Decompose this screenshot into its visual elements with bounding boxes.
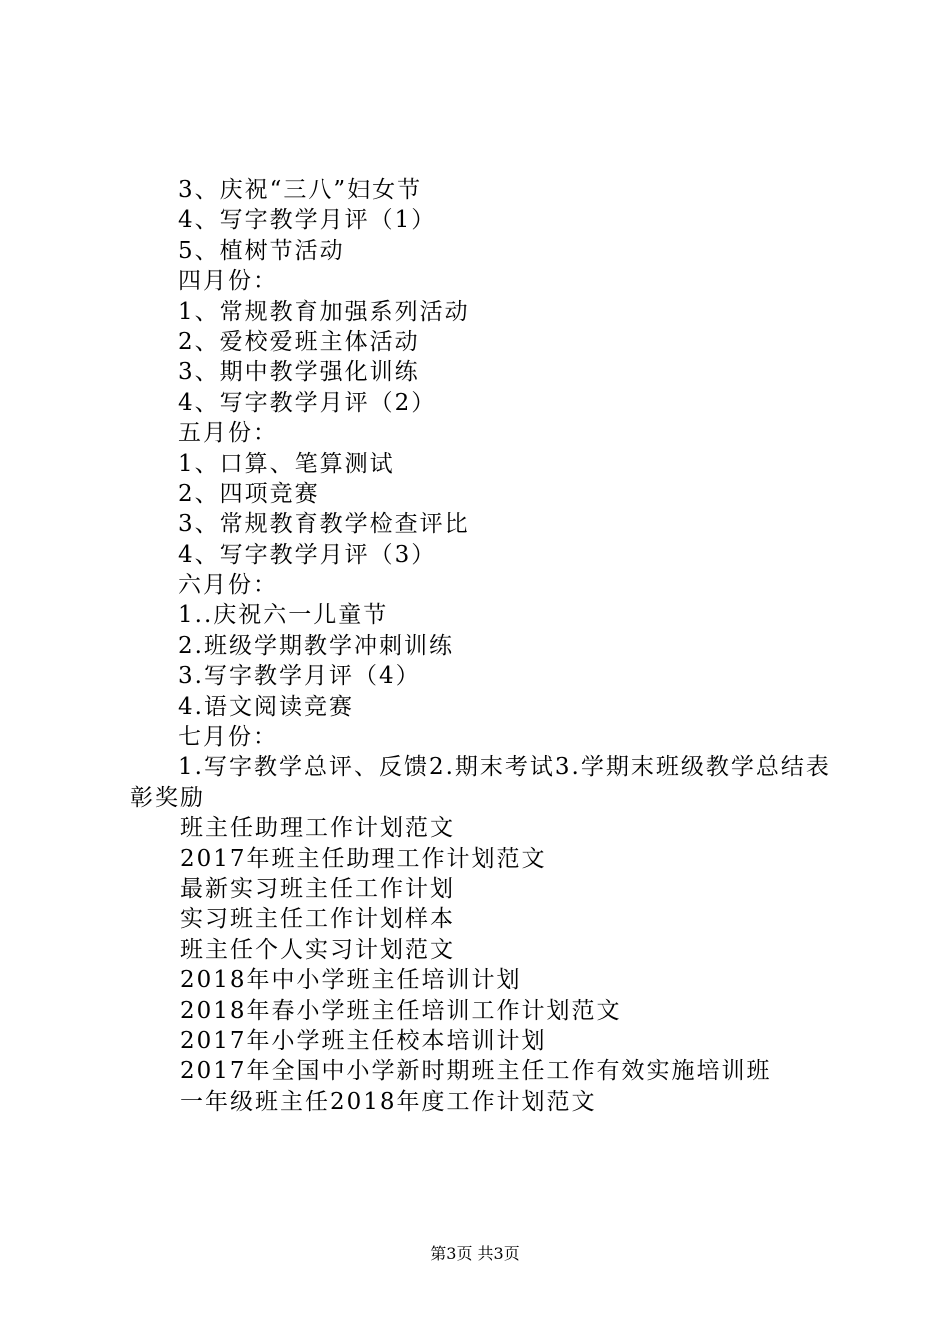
month-heading: 六月份： [178,572,278,599]
related-link[interactable]: 2017年班主任助理工作计划范文 [180,845,547,872]
related-link[interactable]: 2018年春小学班主任培训工作计划范文 [180,997,622,1024]
plan-item: 1、常规教育加强系列活动 [178,298,470,325]
plan-item: 4、写字教学月评（1） [178,207,437,234]
related-link[interactable]: 实习班主任工作计划样本 [180,906,455,933]
plan-item: 1..庆祝六一儿童节 [178,602,389,629]
plan-item: 2、爱校爱班主体活动 [178,328,420,355]
related-link[interactable]: 2018年中小学班主任培训计划 [180,967,522,994]
plan-item: 3、期中教学强化训练 [178,359,420,386]
month-heading: 五月份： [178,420,278,447]
plan-item: 4、写字教学月评（3） [178,541,437,568]
related-link[interactable]: 2017年全国中小学新时期班主任工作有效实施培训班 [180,1058,772,1085]
plan-item: 3.写字教学月评（4） [178,663,421,690]
plan-item: 4、写字教学月评（2） [178,389,437,416]
related-link[interactable]: 2017年小学班主任校本培训计划 [180,1027,547,1054]
month-heading: 七月份： [178,724,278,751]
month-heading: 四月份： [178,268,278,295]
plan-item: 2.班级学期教学冲刺训练 [178,632,454,659]
related-link[interactable]: 班主任助理工作计划范文 [180,815,455,842]
related-link[interactable]: 一年级班主任2018年度工作计划范文 [180,1088,597,1115]
plan-item: 1、口算、笔算测试 [178,450,395,477]
related-links [130,813,840,1117]
plan-list [130,175,840,813]
plan-item: 3、常规教育教学检查评比 [178,511,470,538]
related-link[interactable]: 班主任个人实习计划范文 [180,936,455,963]
plan-item: 4.语文阅读竞赛 [178,693,354,720]
document-body [130,175,840,1117]
page-footer: 第3页 共3页 [430,1244,520,1263]
plan-item: 2、四项竞赛 [178,480,320,507]
plan-item: 5、植树节活动 [178,237,345,264]
july-paragraph: 1.写字教学总评、反馈2.期末考试3.学期末班级教学总结表彰奖励 [130,754,831,811]
plan-item: 3、庆祝“三八”妇女节 [178,177,423,203]
related-link[interactable]: 最新实习班主任工作计划 [180,876,455,903]
